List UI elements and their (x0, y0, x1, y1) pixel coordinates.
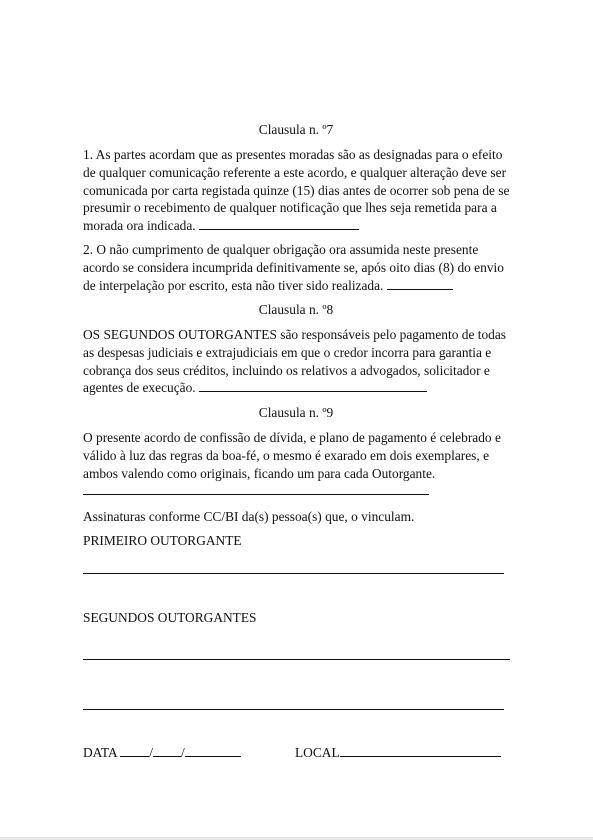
local-field (295, 744, 501, 762)
date-year-blank (185, 744, 241, 757)
clause-9-paragraph-text: O presente acordo de confissão de dívida, e plano de pagamento é celebrado e válido à luz das regras da boa-fé, o mesmo é exarado em dois exemplares, e ambos valendo como originais, ficando um para cada Outorgante. (83, 430, 501, 481)
clause-7-paragraph-2-text: 2. O não cumprimento de qualquer obrigação ora assumida neste presente acordo se considera incumprida definitivamente se, após oito dias (8) do envio de interpelação por escrito, esta não tiver sido realizada. (83, 242, 504, 293)
clause-9-heading: Clausula n. º9 (258, 405, 334, 420)
local-blank (340, 744, 501, 757)
first-party-signature-line (83, 573, 504, 574)
clause-8-paragraph-text: OS SEGUNDOS OUTORGANTES são responsáveis pelo pagamento de todas as despesas judiciais e extrajudiciais em que o credor incorra para garantia e cobrança dos seus créditos, incluindo os relativos a advogados, solicitador e agentes de execução. (83, 327, 507, 396)
date-day-blank (120, 744, 149, 757)
clause-9-paragraph (83, 429, 511, 500)
local-label: LOCAL (295, 745, 340, 760)
clause-7-paragraph-2 (83, 241, 511, 294)
clause-7-heading: Clausula n. º7 (258, 122, 334, 137)
fill-line (387, 277, 453, 290)
signatures-statement: Assinaturas conforme CC/BI da(s) pessoa(s) que, o vinculam. (83, 509, 415, 524)
fill-line (199, 217, 359, 230)
date-separator: / (149, 745, 153, 760)
clause-8-paragraph (83, 326, 511, 397)
second-party-signature-line-1 (83, 659, 510, 660)
date-separator: / (181, 745, 185, 760)
second-parties-label: SEGUNDOS OUTORGANTES (83, 610, 257, 625)
fill-line (83, 482, 429, 495)
clause-8-heading: Clausula n. º8 (258, 302, 334, 317)
date-field (83, 744, 241, 762)
clause-7-paragraph-1-text: 1. As partes acordam que as presentes moradas são as designadas para o efeito de qualquer comunicação referente a este acordo, e qualquer alteração deve ser comunicada por carta registada quinze (15) dias antes de ocorrer sob pena de se presumir o recebimento de qualquer notificação que lhes seja remetida para a morada ora indicada. (83, 147, 510, 234)
date-label: DATA (83, 745, 117, 760)
second-party-signature-line-2 (83, 709, 504, 710)
date-month-blank (153, 744, 181, 757)
fill-line (199, 379, 427, 392)
clause-7-paragraph-1 (83, 146, 511, 235)
first-party-label: PRIMEIRO OUTORGANTE (83, 533, 242, 548)
